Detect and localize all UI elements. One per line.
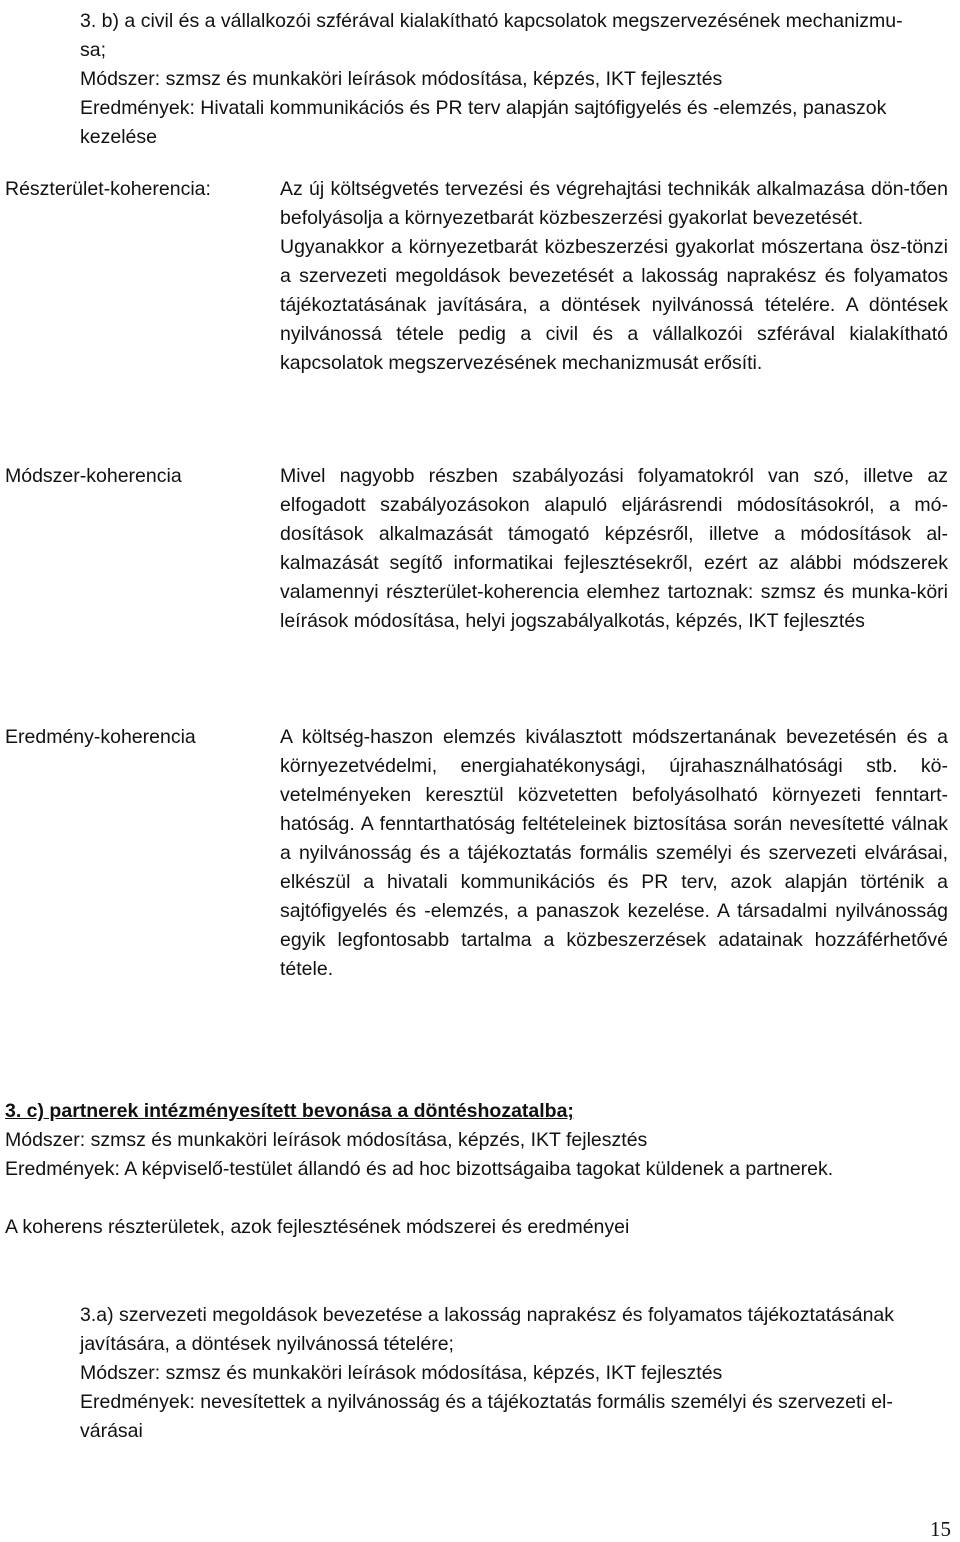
section-b-results-line2: kezelése	[80, 126, 157, 148]
section-3a-heading-line2: javítására, a döntések nyilvánossá tételére;	[80, 1333, 454, 1355]
section-c-method: Módszer: szmsz és munkaköri leírások módosítása, képzés, IKT fejlesztés	[5, 1129, 648, 1151]
coherent-subareas-heading: A koherens részterületek, azok fejlesztésének módszerei és eredményei	[5, 1216, 630, 1238]
coherence-3-label: Eredmény-koherencia	[5, 726, 196, 748]
coherence-1-text-part2: Ugyanakkor a környezetbarát közbeszerzési gyakorlat mószertana ösz-tönzi a szervezeti megoldások bevezetését a lakosság naprakész és folyamatos tájékoztatásának javítására, a döntések nyilvánossá tételére. A döntések nyilvánossá tétele pedig a civil és a vállalkozói szférával kialakítható kapcsolatok megszervezésének mechanizmusát erősíti.	[280, 236, 948, 374]
section-b-heading-line1: 3. b) a civil és a vállalkozói szférával kialakítható kapcsolatok megszervezésének mechanizmu-	[80, 10, 903, 32]
section-b-results-line1: Eredmények: Hivatali kommunikációs és PR terv alapján sajtófigyelés és -elemzés, panaszok	[80, 97, 887, 119]
coherence-2-text: Mivel nagyobb részben szabályozási folyamatokról van szó, illetve az elfogadott szabályozásokon alapuló eljárásrendi módosításokról, a mó-dosítások alkalmazását támogató képzésről, illetve a módosítások al-kalmazását segítő informatikai fejlesztésekről, ezért az alábbi módszerek valamennyi részterület-koherencia elemhez tartoznak: szmsz és munka-köri leírások módosítása, helyi jogszabályalkotás, képzés, IKT fejlesztés	[280, 465, 948, 632]
section-c-heading: 3. c) partnerek intézményesített bevonása a döntéshozatalba;	[5, 1100, 574, 1122]
section-b-heading-line2: sa;	[80, 39, 107, 61]
coherence-2-label: Módszer-koherencia	[5, 465, 182, 487]
section-3a-results-line2: várásai	[80, 1420, 143, 1442]
coherence-1-text	[280, 175, 948, 378]
coherence-1-text-part1: Az új költségvetés tervezési és végrehajtási technikák alkalmazása dön-tően befolyásolja a környezetbarát közbeszerzési gyakorlat bevezetését.	[280, 178, 948, 229]
section-c-results: Eredmények: A képviselő-testület állandó és ad hoc bizottságaiba tagokat küldenek a partnerek.	[5, 1158, 834, 1180]
section-3a-heading-line1: 3.a) szervezeti megoldások bevezetése a lakosság naprakész és folyamatos tájékoztatásának	[80, 1304, 895, 1326]
section-3a-method: Módszer: szmsz és munkaköri leírások módosítása, képzés, IKT fejlesztés	[80, 1362, 723, 1384]
section-3a-results-line1: Eredmények: nevesítettek a nyilvánosság és a tájékoztatás formális személyi és szervezeti el-	[80, 1391, 893, 1413]
coherence-3-text: A költség-haszon elemzés kiválasztott módszertanának bevezetésén és a környezetvédelmi, energiahatékonysági, újrahasználhatósági stb. kö-vetelményeken keresztül közvetetten befolyásolható környezeti fenntart-hatóság. A fenntarthatóság feltételeinek biztosítása során nevesítetté válnak a nyilvánosság és a tájékoztatás formális személyi és szervezeti elvárásai, elkészül a hivatali kommunikációs és PR terv, azok alapján történik a sajtófigyelés és -elemzés, a panaszok kezelése. A társadalmi nyilvánosság egyik legfontosabb tartalma a közbeszerzések adatainak hozzáférhetővé tétele.	[280, 726, 948, 980]
page-number: 15	[930, 1517, 951, 1541]
section-b-method: Módszer: szmsz és munkaköri leírások módosítása, képzés, IKT fejlesztés	[80, 68, 723, 90]
coherence-1-label: Részterület-koherencia:	[5, 178, 211, 200]
